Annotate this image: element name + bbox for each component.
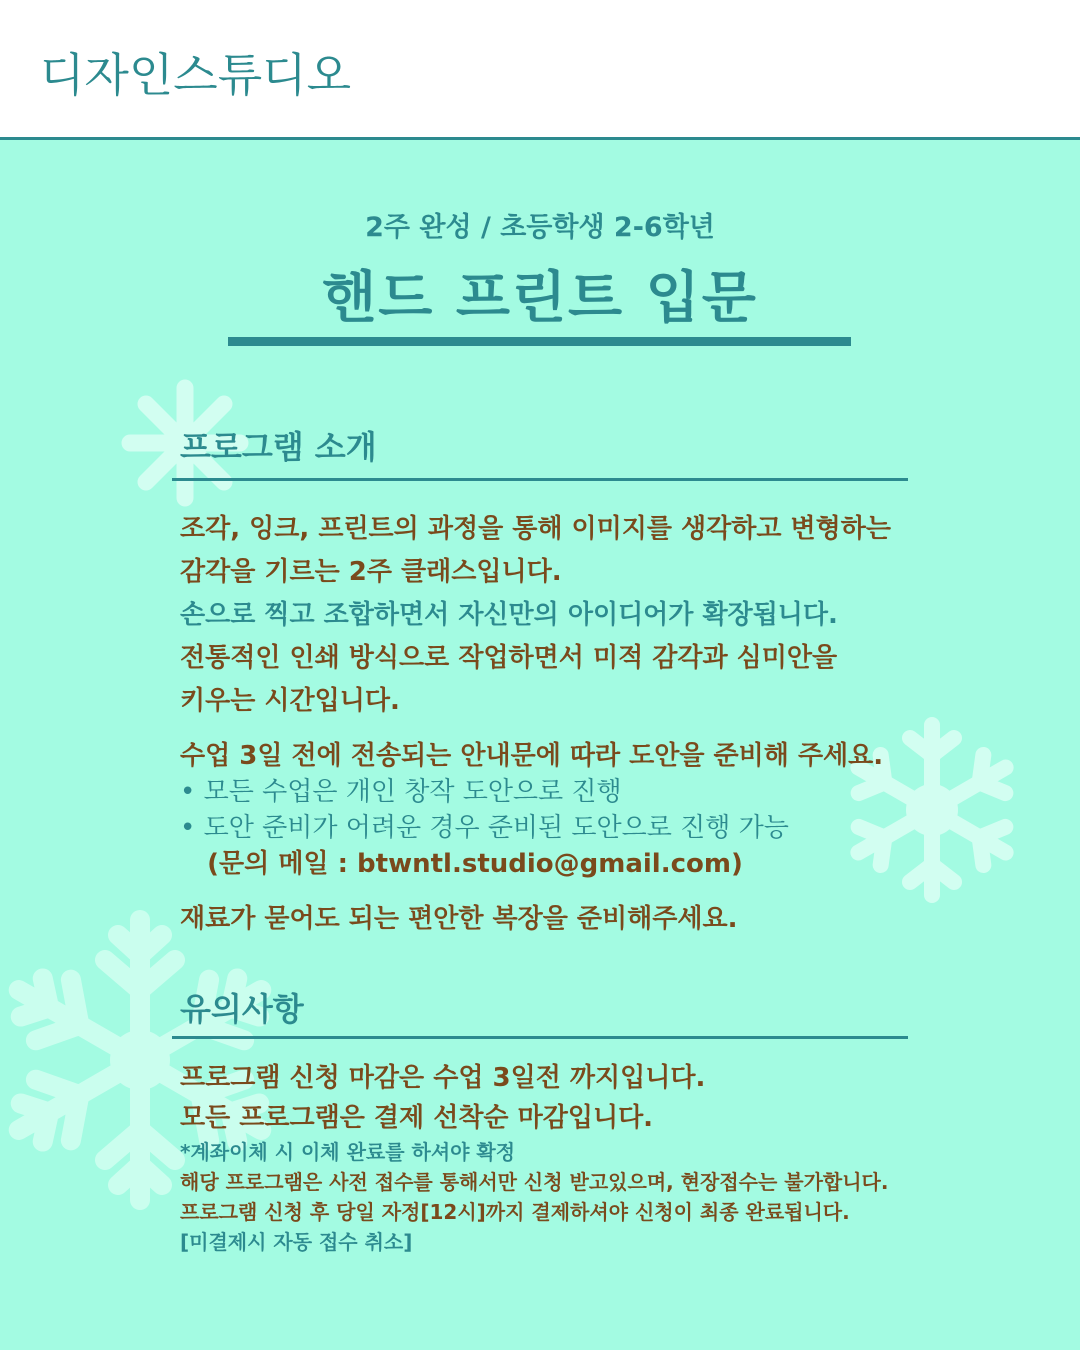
notice-details — [180, 1137, 940, 1257]
intro-line: 전통적인 인쇄 방식으로 작업하면서 미적 감각과 심미안을 — [180, 643, 838, 673]
notice-detail: 프로그램 신청 후 당일 자정[12시]까지 결제하셔야 신청이 최종 완료됩니다. — [180, 1200, 850, 1224]
intro-paragraph-1 — [180, 508, 940, 723]
title-divider — [228, 337, 851, 346]
intro-heading: 프로그램 소개 — [180, 428, 377, 466]
notice-detail: *계좌이체 시 이체 완료를 하셔야 확정 — [180, 1140, 516, 1164]
header — [0, 0, 1080, 140]
bullet-item: • 모든 수업은 개인 창작 도안으로 진행 — [180, 777, 622, 807]
intro-line: 수업 3일 전에 전송되는 안내문에 따라 도안을 준비해 주세요. — [180, 741, 884, 771]
notice-detail: 해당 프로그램은 사전 접수를 통해서만 신청 받고있으며, 현장접수는 불가합니다. — [180, 1170, 889, 1194]
brand-logo: 디자인스튜디오 — [40, 48, 352, 102]
intro-line: 손으로 찍고 조합하면서 자신만의 아이디어가 확장됩니다. — [180, 600, 838, 630]
bullet-item: • 도안 준비가 어려운 경우 준비된 도안으로 진행 가능 — [180, 813, 789, 843]
notice-heading: 유의사항 — [180, 990, 304, 1028]
program-subtitle: 2주 완성 / 초등학생 2-6학년 — [365, 212, 715, 243]
contact-email: (문의 메일 : btwntl.studio@gmail.com) — [180, 849, 743, 879]
notice-line: 모든 프로그램은 결제 선착순 마감입니다. — [180, 1103, 654, 1133]
intro-divider — [172, 478, 908, 481]
notice-divider — [172, 1036, 908, 1039]
intro-line: 조각, 잉크, 프린트의 과정을 통해 이미지를 생각하고 변형하는 — [180, 514, 892, 544]
notice-main — [180, 1058, 940, 1138]
notice-line: 프로그램 신청 마감은 수업 3일전 까지입니다. — [180, 1063, 706, 1093]
intro-paragraph-2 — [180, 738, 940, 882]
notice-detail: [미결제시 자동 접수 취소] — [180, 1230, 413, 1254]
intro-line: 감각을 기르는 2주 클래스입니다. — [180, 557, 562, 587]
program-title: 핸드 프린트 입문 — [322, 266, 758, 331]
intro-line: 키우는 시간입니다. — [180, 686, 400, 716]
intro-paragraph-3: 재료가 묻어도 되는 편안한 복장을 준비해주세요. — [180, 904, 738, 934]
